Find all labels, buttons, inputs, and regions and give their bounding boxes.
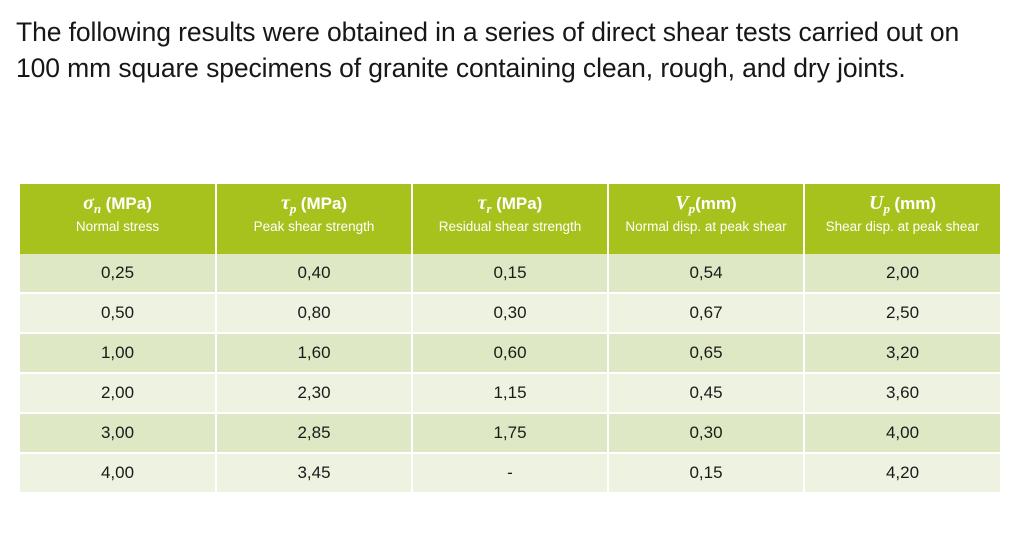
table-row (20, 333, 1000, 373)
table-cell: 1,75 (412, 413, 608, 453)
shear-test-results-table-wrapper (20, 184, 1000, 494)
table-cell: 3,20 (804, 333, 1000, 373)
shear-test-results-table (20, 184, 1000, 494)
intro-text-block (16, 14, 1006, 87)
column-description: Normal disp. at peak shear (625, 219, 787, 235)
column-header-symbol-group (24, 192, 211, 216)
column-header-symbol-group (221, 192, 407, 216)
table-cell: 0,50 (20, 293, 216, 333)
column-header-symbol-group (809, 192, 996, 216)
table-row (20, 373, 1000, 413)
table-cell: 0,15 (608, 453, 804, 493)
table-header (20, 184, 1000, 254)
column-header-peak-shear-strength (216, 184, 412, 254)
table-cell: 0,67 (608, 293, 804, 333)
table-cell: 2,50 (804, 293, 1000, 333)
table-cell: 4,20 (804, 453, 1000, 493)
table-cell: 4,00 (20, 453, 216, 493)
column-subscript: p (883, 201, 890, 217)
column-subscript: r (486, 201, 492, 217)
table-cell: 0,54 (608, 254, 804, 293)
column-header-normal-disp-at-peak (608, 184, 804, 254)
table-cell: 0,30 (412, 293, 608, 333)
column-symbol: V (675, 192, 689, 214)
table-row (20, 293, 1000, 333)
column-symbol: σ (83, 192, 94, 214)
column-unit: (MPa) (300, 194, 348, 213)
table-cell: 0,65 (608, 333, 804, 373)
table-row (20, 254, 1000, 293)
column-unit: (mm) (695, 194, 737, 213)
table-cell: 2,85 (216, 413, 412, 453)
column-symbol: τ (280, 192, 290, 214)
table-row (20, 413, 1000, 453)
column-symbol: τ (477, 192, 487, 214)
table-cell: 1,00 (20, 333, 216, 373)
table-cell: 0,60 (412, 333, 608, 373)
table-cell: 2,00 (804, 254, 1000, 293)
table-cell: 4,00 (804, 413, 1000, 453)
table-cell: 2,00 (20, 373, 216, 413)
column-description: Shear disp. at peak shear (825, 219, 980, 235)
table-body (20, 254, 1000, 493)
column-header-residual-shear-strength (412, 184, 608, 254)
table-cell: 0,45 (608, 373, 804, 413)
table-cell: 1,15 (412, 373, 608, 413)
table-cell: 3,60 (804, 373, 1000, 413)
column-header-symbol-group (613, 192, 799, 216)
table-cell: 2,30 (216, 373, 412, 413)
table-cell: 0,80 (216, 293, 412, 333)
column-description: Peak shear strength (253, 219, 375, 235)
column-header-symbol-group (417, 192, 603, 216)
column-subscript: p (688, 201, 696, 217)
column-subscript: p (289, 201, 297, 217)
table-cell: 1,60 (216, 333, 412, 373)
table-cell: - (412, 453, 608, 493)
table-cell: 3,00 (20, 413, 216, 453)
table-cell: 0,30 (608, 413, 804, 453)
intro-paragraph: The following results were obtained in a series of direct shear tests carried out on 100 mm square specimens of granite containing clean, rough, and dry joints. (16, 17, 960, 84)
table-row (20, 453, 1000, 493)
table-cell: 0,25 (20, 254, 216, 293)
column-description: Normal stress (75, 219, 160, 235)
column-unit: (MPa) (105, 194, 152, 213)
column-subscript: n (93, 201, 102, 217)
table-cell: 3,45 (216, 453, 412, 493)
column-description: Residual shear strength (438, 219, 582, 235)
column-unit: (MPa) (496, 194, 543, 213)
table-cell: 0,40 (216, 254, 412, 293)
column-header-shear-disp-at-peak (804, 184, 1000, 254)
table-cell: 0,15 (412, 254, 608, 293)
column-unit: (mm) (894, 194, 936, 213)
column-header-normal-stress (20, 184, 216, 254)
table-header-row (20, 184, 1000, 254)
column-symbol: U (869, 192, 884, 214)
